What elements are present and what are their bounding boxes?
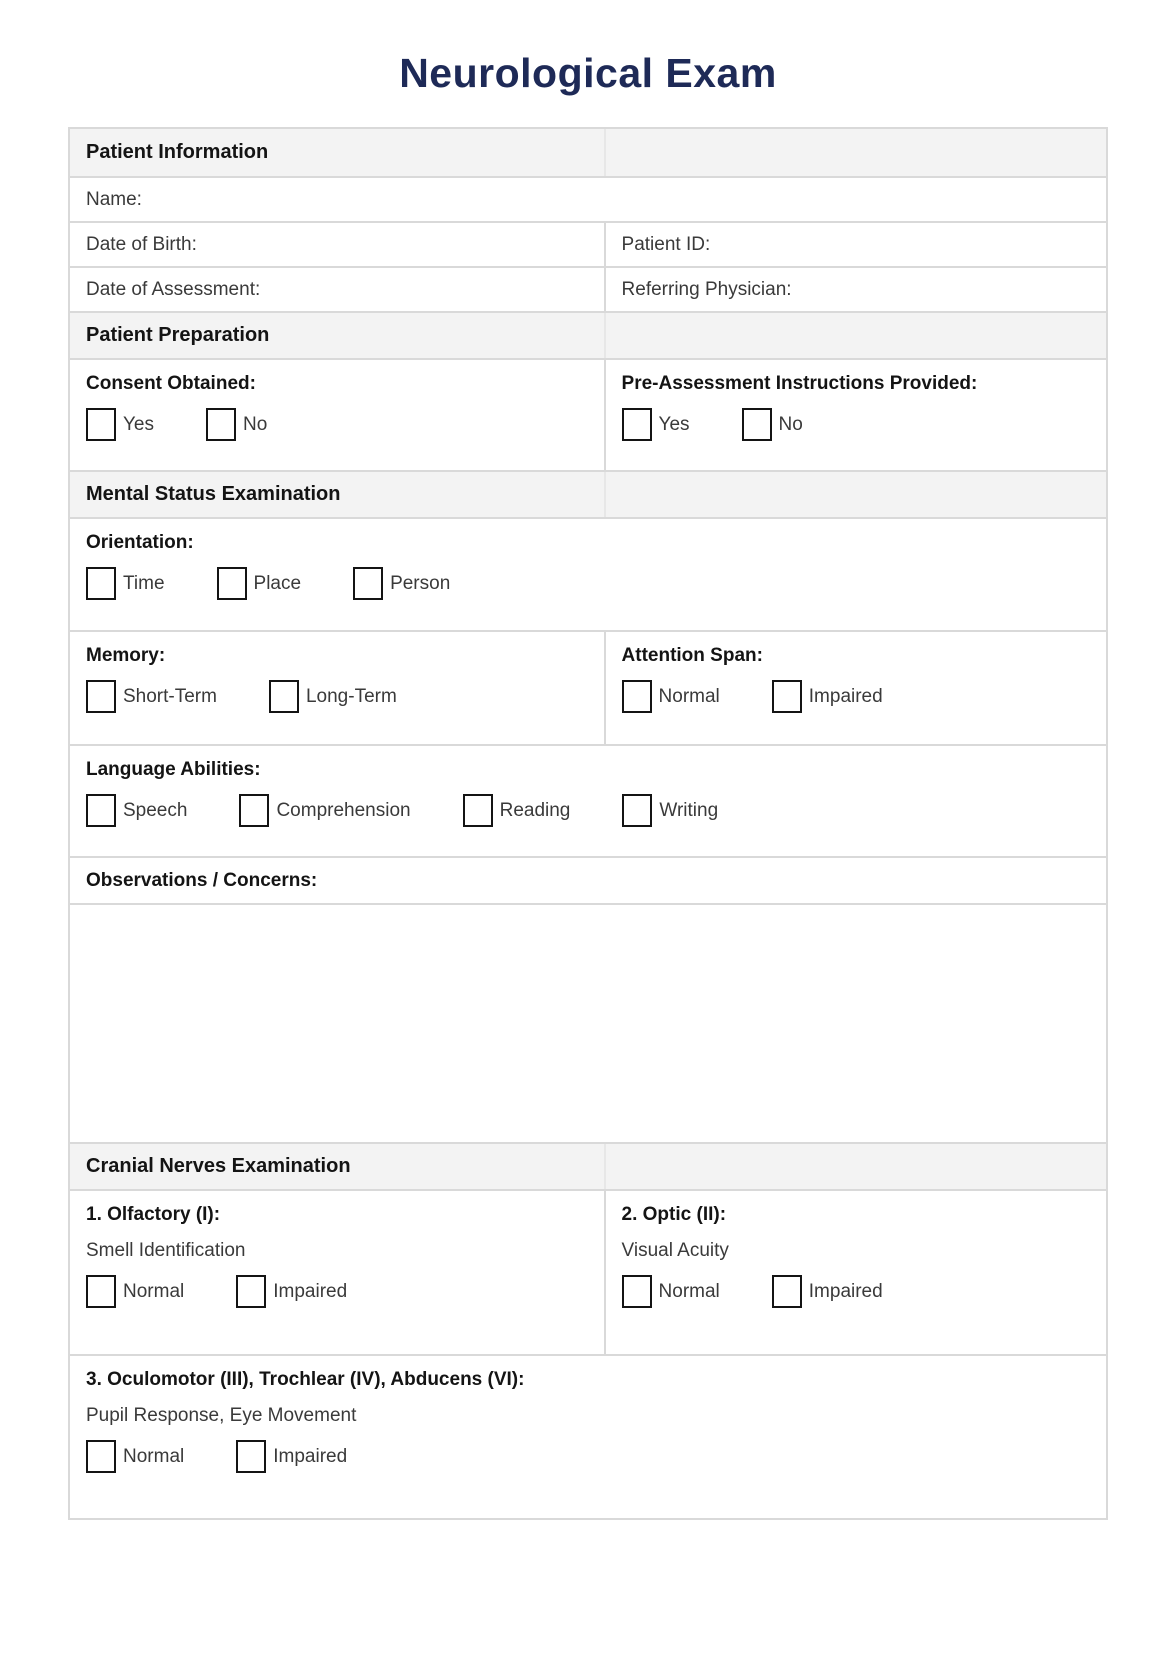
language-abilities-label: Language Abilities: (86, 759, 261, 780)
pre-assessment-cell (604, 360, 1106, 470)
checkbox-label: No (243, 413, 268, 435)
observations-label: Observations / Concerns: (86, 869, 318, 891)
attention-span-label: Attention Span: (621, 645, 763, 666)
referring-physician-label: Referring Physician: (621, 278, 792, 300)
referring-physician-field[interactable] (604, 268, 1106, 311)
memory-long-term-option (269, 680, 397, 713)
checkbox-label: Yes (123, 413, 154, 435)
language-reading-option (463, 794, 571, 827)
oculomotor-sublabel: Pupil Response, Eye Movement (86, 1405, 357, 1426)
page-title: Neurological Exam (399, 50, 777, 96)
checkbox-label: Impaired (808, 1280, 883, 1302)
language-reading-checkbox[interactable] (463, 794, 493, 827)
mental-status-header-cell (70, 472, 604, 517)
header-spacer-cell (604, 472, 1106, 517)
checkbox-label: Writing (659, 799, 719, 821)
orientation-row (70, 517, 1106, 630)
oculomotor-impaired-checkbox[interactable] (236, 1440, 266, 1473)
checkbox-label: Reading (499, 799, 571, 821)
checkbox-label: Comprehension (276, 799, 411, 821)
language-speech-checkbox[interactable] (86, 794, 116, 827)
patient-id-field[interactable] (604, 223, 1106, 266)
memory-options (86, 680, 588, 713)
section-header: Patient Preparation (86, 324, 270, 346)
language-speech-option (86, 794, 187, 827)
assessment-date-field[interactable] (70, 268, 604, 311)
header-spacer-cell (604, 1144, 1106, 1189)
memory-short-term-checkbox[interactable] (86, 680, 116, 713)
consent-label: Consent Obtained: (86, 373, 256, 394)
language-writing-option (622, 794, 718, 827)
optic-label: 2. Optic (II): (621, 1204, 727, 1225)
language-abilities-options (86, 794, 1090, 827)
checkbox-label: Normal (123, 1280, 185, 1302)
orientation-cell (70, 519, 1106, 630)
consent-options (86, 408, 588, 441)
optic-normal-option (622, 1275, 720, 1308)
checkbox-label: Yes (658, 413, 690, 435)
checkbox-label: Impaired (273, 1280, 348, 1302)
dob-label: Date of Birth: (86, 233, 197, 255)
olfactory-impaired-checkbox[interactable] (236, 1275, 266, 1308)
header-spacer-cell (604, 313, 1106, 358)
checkbox-label: No (778, 413, 803, 435)
attention-impaired-checkbox[interactable] (772, 680, 802, 713)
memory-attention-row (70, 630, 1106, 744)
orientation-label: Orientation: (86, 532, 194, 553)
header-spacer-cell (604, 129, 1106, 176)
pre-assessment-no-checkbox[interactable] (742, 408, 772, 441)
oculomotor-impaired-option (236, 1440, 347, 1473)
pre-assessment-no-option (742, 408, 803, 441)
orientation-person-checkbox[interactable] (353, 567, 383, 600)
language-abilities-row (70, 744, 1106, 856)
observations-label-cell (70, 858, 1106, 903)
olfactory-label: 1. Olfactory (I): (86, 1204, 221, 1225)
orientation-place-option (217, 567, 302, 600)
dob-field[interactable] (70, 223, 604, 266)
language-comprehension-checkbox[interactable] (239, 794, 269, 827)
attention-normal-checkbox[interactable] (622, 680, 652, 713)
name-field[interactable] (70, 178, 1106, 221)
section-header: Cranial Nerves Examination (86, 1155, 351, 1177)
pre-assessment-yes-option (622, 408, 690, 441)
consent-cell (70, 360, 604, 470)
mental-status-header-row (70, 470, 1106, 517)
orientation-person-option (353, 567, 450, 600)
consent-yes-option (86, 408, 154, 441)
checkbox-label: Person (390, 572, 451, 594)
memory-long-term-checkbox[interactable] (269, 680, 299, 713)
language-writing-checkbox[interactable] (622, 794, 652, 827)
orientation-options (86, 567, 1090, 600)
cranial-nerves-header-row (70, 1142, 1106, 1189)
observations-label-row (70, 856, 1106, 903)
cranial-nerves-header-cell (70, 1144, 604, 1189)
olfactory-cell (70, 1191, 604, 1354)
orientation-time-option (86, 567, 165, 600)
oculomotor-normal-checkbox[interactable] (86, 1440, 116, 1473)
olfactory-normal-option (86, 1275, 184, 1308)
assessment-physician-row (70, 266, 1106, 311)
optic-normal-checkbox[interactable] (622, 1275, 652, 1308)
checkbox-label: Normal (658, 1280, 720, 1302)
checkbox-label: Normal (658, 685, 720, 707)
patient-id-label: Patient ID: (621, 233, 711, 255)
attention-normal-option (622, 680, 720, 713)
optic-impaired-checkbox[interactable] (772, 1275, 802, 1308)
language-abilities-cell (70, 746, 1106, 856)
attention-impaired-option (772, 680, 883, 713)
name-row (70, 176, 1106, 221)
orientation-place-checkbox[interactable] (217, 567, 247, 600)
checkbox-label: Time (123, 572, 165, 594)
language-comprehension-option (239, 794, 410, 827)
observations-input[interactable] (70, 905, 1106, 1142)
patient-information-header-cell (70, 129, 604, 176)
oculomotor-label: 3. Oculomotor (III), Trochlear (IV), Abducens (VI): (86, 1369, 525, 1390)
olfactory-options (86, 1275, 588, 1308)
memory-short-term-option (86, 680, 217, 713)
checkbox-label: Long-Term (305, 685, 397, 707)
consent-preassessment-row (70, 358, 1106, 470)
consent-no-option (206, 408, 267, 441)
dob-patientid-row (70, 221, 1106, 266)
memory-cell (70, 632, 604, 744)
checkbox-label: Speech (123, 799, 188, 821)
optic-options (622, 1275, 1090, 1308)
olfactory-normal-checkbox[interactable] (86, 1275, 116, 1308)
checkbox-label: Impaired (808, 685, 883, 707)
attention-span-options (622, 680, 1090, 713)
checkbox-label: Short-Term (123, 685, 217, 707)
section-header: Patient Information (86, 141, 269, 163)
attention-span-cell (604, 632, 1106, 744)
optic-impaired-option (772, 1275, 883, 1308)
oculomotor-normal-option (86, 1440, 184, 1473)
consent-yes-checkbox[interactable] (86, 408, 116, 441)
pre-assessment-options (622, 408, 1090, 441)
name-label: Name: (86, 188, 142, 210)
patient-information-header-row (70, 129, 1106, 176)
memory-label: Memory: (86, 645, 166, 666)
section-header: Mental Status Examination (86, 483, 341, 505)
observations-input-row (70, 903, 1106, 1142)
optic-cell (604, 1191, 1106, 1354)
pre-assessment-label: Pre-Assessment Instructions Provided: (621, 373, 978, 394)
olfactory-optic-row (70, 1189, 1106, 1354)
patient-preparation-header-cell (70, 313, 604, 358)
checkbox-label: Impaired (273, 1445, 348, 1467)
orientation-time-checkbox[interactable] (86, 567, 116, 600)
olfactory-sublabel: Smell Identification (86, 1240, 246, 1261)
checkbox-label: Normal (123, 1445, 185, 1467)
patient-preparation-header-row (70, 311, 1106, 358)
assessment-date-label: Date of Assessment: (86, 278, 261, 300)
neurological-exam-form (68, 127, 1108, 1520)
oculomotor-cell (70, 1356, 1106, 1518)
optic-sublabel: Visual Acuity (621, 1240, 729, 1261)
olfactory-impaired-option (236, 1275, 347, 1308)
checkbox-label: Place (253, 572, 302, 594)
oculomotor-options (86, 1440, 1090, 1473)
oculomotor-row (70, 1354, 1106, 1518)
consent-no-checkbox[interactable] (206, 408, 236, 441)
pre-assessment-yes-checkbox[interactable] (622, 408, 652, 441)
